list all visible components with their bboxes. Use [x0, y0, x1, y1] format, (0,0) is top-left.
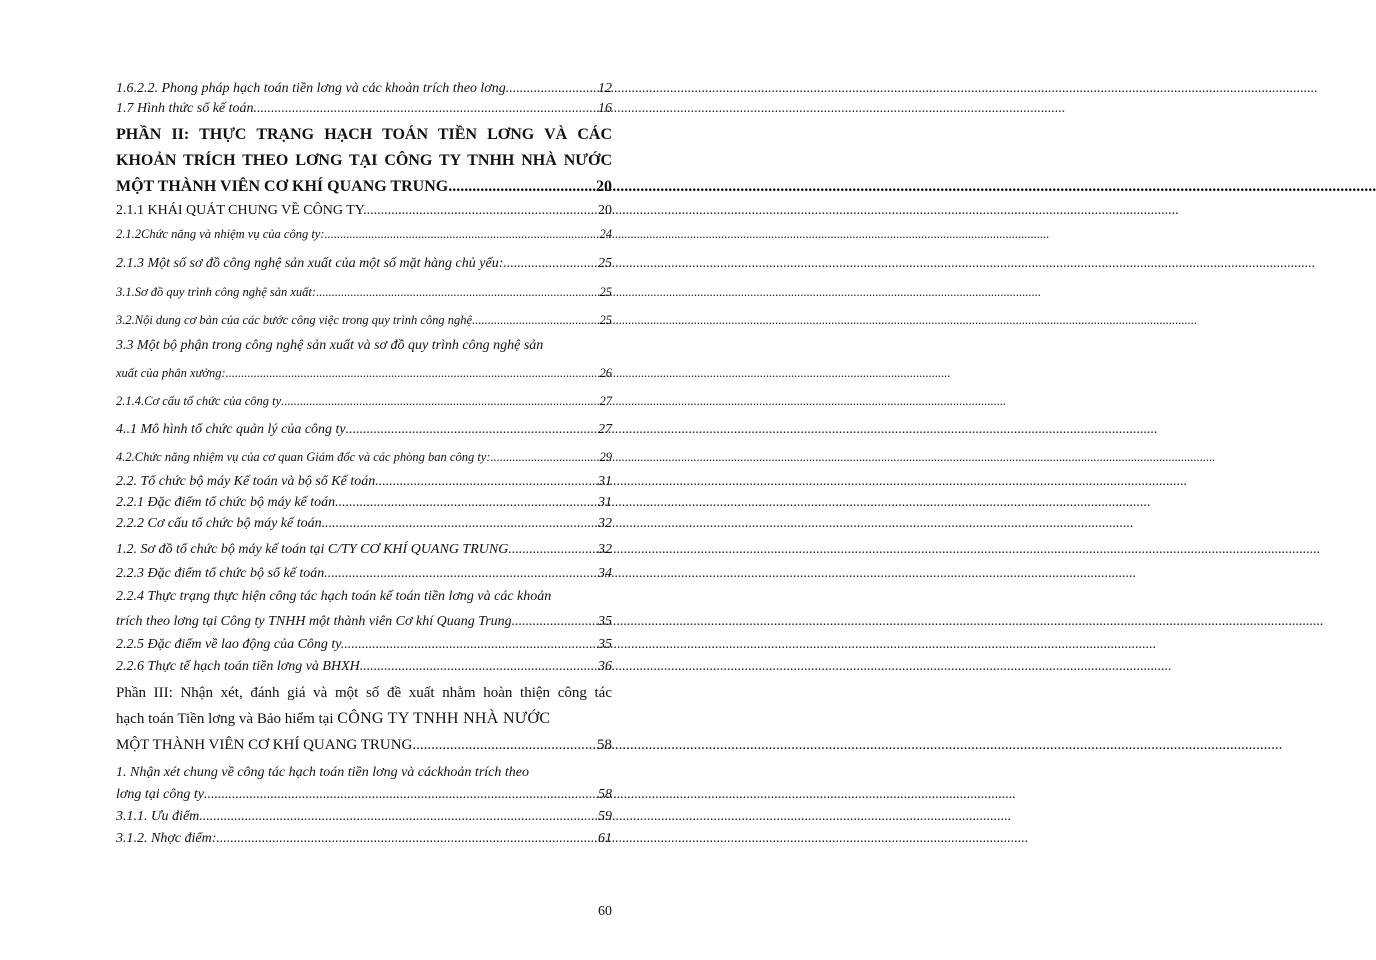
toc-entry: xuất của phân xưởng: ..... 26 [116, 364, 612, 382]
toc-entry: 3.1.Sơ đồ quy trình công nghệ sản xuất: ..... 25 [116, 283, 612, 301]
toc-entry: 2.1.4.Cơ cấu tổ chức của công ty ..... 27 [116, 392, 612, 410]
toc-entry: 2.1.1 KHÁI QUÁT CHUNG VỀ CÔNG TY. ..... 20 [116, 202, 612, 220]
part-heading-line: hạch toán Tiền lơng và Bảo hiểm tại CÔNG TY TNHH NHÀ NƯỚC [116, 710, 551, 727]
page-number: 60 [598, 904, 612, 919]
toc-entry: 1.6.2.2. Phong pháp hạch toán tiền lơng và các khoản trích theo lơng ..... 12 [116, 80, 612, 98]
toc-entry-first-line: 2.2.4 Thực trạng thực hiện công tác hạch toán kế toán tiền lơng và các khoản [116, 589, 552, 604]
toc-entry: 3.1.2. Nhợc điểm: ..... 61 [116, 830, 612, 848]
toc-entry-first-line: 1. Nhận xét chung về công tác hạch toán tiền lơng và cáckhoản trích theo [116, 765, 529, 780]
toc-entry: 2.1.2Chức năng và nhiệm vụ của công ty: ..... 24 [116, 225, 612, 243]
toc-entry: 1.7 Hình thức sổ kế toán ..... 16 [116, 100, 612, 118]
part-heading: PHẦN II: THỰC TRẠNG HẠCH TOÁN TIỀN LƠNG VÀ CÁC KHOẢN TRÍCH THEO LƠNG TẠI CÔNG TY TNHH NHÀ NƯỚC [116, 126, 612, 169]
toc-entry: 1.2. Sơ đồ tổ chức bộ máy kế toán tại C/TY CƠ KHÍ QUANG TRUNG ..... 32 [116, 541, 612, 559]
toc-entry: trích theo lơng tại Công ty TNHH một thành viên Cơ khí Quang Trung ..... 35 [116, 613, 612, 631]
toc-entry: lơng tại công ty ..... 58 [116, 786, 612, 804]
toc-entry: 2.2.5 Đặc điểm về lao động của Công ty. ..... 35 [116, 636, 612, 654]
toc-entry: MỘT THÀNH VIÊN CƠ KHÍ QUANG TRUNG ..... 20 [116, 176, 612, 198]
toc-entry: 2.1.3 Một số sơ đồ công nghệ sản xuất của một số mặt hàng chủ yếu: ..... 25 [116, 255, 612, 273]
toc-entry: 2.2.2 Cơ cấu tổ chức bộ máy kế toán ..... 32 [116, 515, 612, 533]
toc-entry: 2.2. Tổ chức bộ máy Kế toán và bộ sổ Kế toán ..... 31 [116, 473, 612, 491]
toc-entry: MỘT THÀNH VIÊN CƠ KHÍ QUANG TRUNG ..... 58 [116, 734, 612, 756]
toc-entry: 2.2.1 Đặc điểm tổ chức bộ máy kế toán. ..... 31 [116, 494, 612, 512]
toc-entry: 2.2.6 Thực tế hạch toán tiền lơng và BHXH ..... 36 [116, 658, 612, 676]
toc-entry: 4..1 Mô hình tổ chức quản lý của công ty ..... 27 [116, 421, 612, 439]
part-heading: Phần III: Nhận xét, đánh giá và một số đề xuất nhằm hoàn thiện công tác [116, 685, 612, 701]
toc-entry: 2.2.3 Đặc điểm tổ chức bộ sổ kế toán ..... 34 [116, 565, 612, 583]
toc-entry: 3.1.1. Ưu điểm ..... 59 [116, 808, 612, 826]
toc-entry: 4.2.Chức năng nhiệm vụ của cơ quan Giám đốc và các phòng ban công ty: ..... 29 [116, 448, 612, 466]
toc-entry-first-line: 3.3 Một bộ phận trong công nghệ sản xuất và sơ đồ quy trình công nghệ sản [116, 338, 544, 353]
toc-entry: 3.2.Nội dung cơ bản của các bước công việc trong quy trình công nghệ ..... 25 [116, 311, 612, 329]
